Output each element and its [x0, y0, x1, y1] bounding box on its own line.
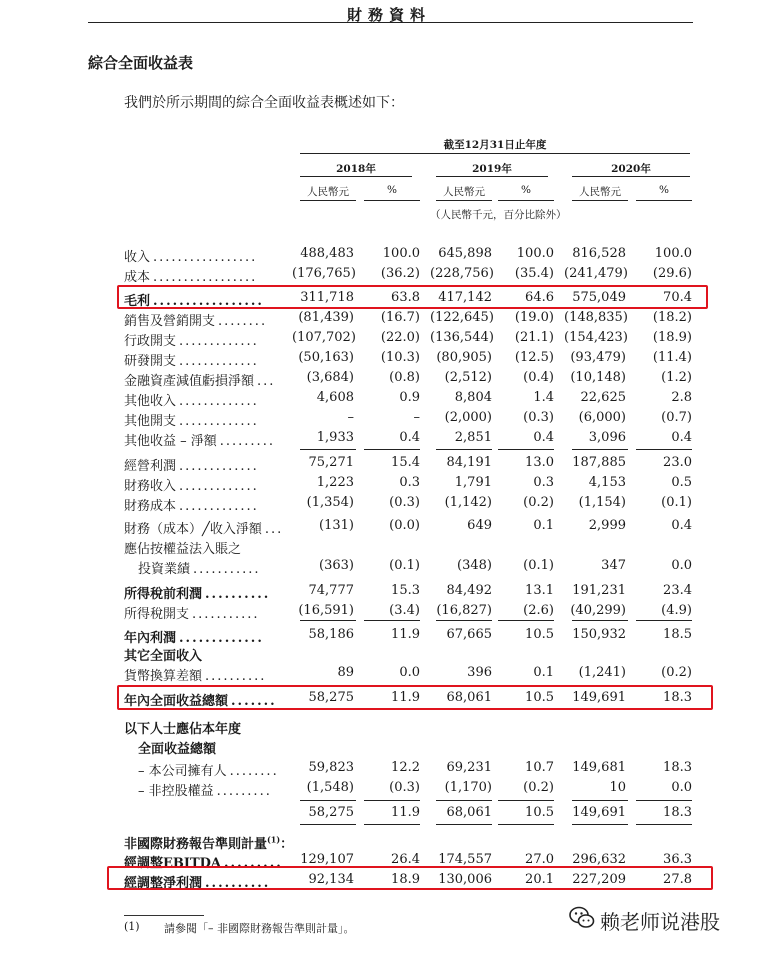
cell-value: (2,512)	[444, 370, 492, 385]
cell-value: (0.4)	[523, 370, 554, 385]
cell-value: (16,827)	[436, 603, 492, 618]
cell-value: 84,191	[446, 455, 492, 470]
cell-value: (154,423)	[564, 330, 628, 345]
cell-value: (0.2)	[661, 665, 692, 680]
cell-value: (16.7)	[380, 310, 420, 325]
unit-note: （人民幣千元，百分比除外）	[430, 209, 567, 221]
cell-value: –	[413, 410, 420, 425]
cell-value: (40,299)	[570, 603, 626, 618]
leader-dots: .............	[179, 414, 259, 429]
row-label-text: 其他收入	[124, 394, 177, 409]
row-label	[138, 780, 272, 799]
leader-dots: ..........	[205, 876, 271, 891]
leader-dots: .............	[179, 631, 264, 646]
row-label	[124, 330, 259, 349]
leader-dots: .............	[179, 334, 259, 349]
cell-value: (0.3)	[523, 410, 554, 425]
attrib-double-rule	[498, 824, 554, 825]
cell-value: 59,823	[308, 760, 354, 775]
row-label	[124, 475, 259, 494]
row-label-text: 經調整淨利潤	[124, 876, 203, 891]
cell-value: (107,702)	[292, 330, 356, 345]
leader-dots: .............	[179, 394, 259, 409]
cell-value: (122,645)	[430, 310, 494, 325]
cell-value: 1,933	[316, 430, 354, 445]
row-label-suffix: ：	[280, 837, 294, 852]
cell-value: 70.4	[663, 290, 692, 305]
cell-value: (0.1)	[389, 558, 420, 573]
cell-value: (348)	[457, 558, 492, 573]
cell-value: 130,006	[438, 872, 492, 887]
cell-value: 0.0	[671, 780, 692, 795]
row-label-text: 所得稅開支	[124, 607, 190, 622]
col-pct-2019: %	[521, 184, 531, 196]
row-label	[124, 603, 259, 622]
subtotal-rule	[498, 449, 554, 450]
row-label	[124, 518, 283, 537]
cell-value: 0.9	[399, 390, 420, 405]
cell-value: (1,154)	[578, 495, 626, 510]
cell-value: 3,096	[588, 430, 626, 445]
leader-dots: ..........	[205, 587, 271, 602]
cell-value: (0.2)	[523, 780, 554, 795]
subtotal-rule	[636, 449, 692, 450]
watermark-text: 赖老师说港股	[600, 910, 720, 934]
row-label-text: 經營利潤	[124, 459, 177, 474]
cell-value: 89	[337, 665, 354, 680]
cell-value: 15.4	[391, 455, 420, 470]
cell-value: (10,148)	[570, 370, 626, 385]
cell-value: (4.9)	[661, 603, 692, 618]
row-label-text: 以下人士應佔本年度	[124, 722, 242, 737]
highlight-gross-profit	[117, 285, 708, 309]
leader-dots: ...........	[193, 562, 261, 577]
cell-value: (148,835)	[564, 310, 628, 325]
cell-value: (228,756)	[430, 266, 494, 281]
year-rule-2018	[300, 176, 412, 177]
cell-value: 4,153	[588, 475, 626, 490]
cell-value: 10.5	[525, 627, 554, 642]
subtotal-rule	[364, 449, 420, 450]
cell-value: 63.8	[391, 290, 420, 305]
cell-value: 0.4	[533, 430, 554, 445]
attrib-total-rule	[300, 800, 356, 801]
cell-value: (6,000)	[578, 410, 626, 425]
row-label	[124, 350, 259, 369]
row-label-text: 所得稅前利潤	[124, 587, 203, 602]
cell-value: 649	[467, 518, 492, 533]
row-label	[124, 455, 259, 474]
row-label-text: 其他收益 – 淨額	[124, 434, 217, 449]
cell-value: 84,492	[446, 583, 492, 598]
row-label-text: 財務（成本）╱收入淨額	[124, 522, 262, 537]
cell-value: 149,681	[572, 760, 626, 775]
cell-value: (80,905)	[436, 350, 492, 365]
row-label-text: – 本公司擁有人	[138, 764, 227, 779]
year-2019: 2019年	[472, 163, 512, 175]
period-header: 截至12月31日止年度	[443, 139, 547, 151]
leader-dots: .................	[153, 250, 258, 265]
row-label-text: 其它全面收入	[124, 649, 203, 664]
cell-value: (21.1)	[514, 330, 554, 345]
cell-value: 18.5	[663, 627, 692, 642]
cell-value: 0.0	[399, 665, 420, 680]
leader-dots: ...	[257, 374, 276, 389]
cell-value: (93,479)	[570, 350, 626, 365]
cell-value: 0.1	[533, 665, 554, 680]
row-label	[124, 266, 257, 285]
cell-value: 2.8	[671, 390, 692, 405]
row-label	[124, 370, 275, 389]
footnote-ref: (1)	[267, 834, 281, 845]
row-label-text: 金融資產減值虧損淨額	[124, 374, 255, 389]
cell-value: 20.1	[525, 872, 554, 887]
profit-rule	[300, 620, 356, 621]
cell-value: 75,271	[308, 455, 354, 470]
cell-value: (16,591)	[298, 603, 354, 618]
row-label-text: 年內全面收益總額	[124, 694, 229, 709]
footnote-text: 請參閱「– 非國際財務報告準則計量」。	[164, 922, 355, 935]
cell-value: 12.2	[391, 760, 420, 775]
cell-value: (1,170)	[444, 780, 492, 795]
leader-dots: .........	[216, 784, 272, 799]
col-rule	[498, 200, 554, 201]
profit-rule	[436, 620, 492, 621]
leader-dots: ..........	[205, 669, 267, 684]
row-label	[124, 246, 257, 265]
cell-value: (50,163)	[298, 350, 354, 365]
cell-value: 18.9	[391, 872, 420, 887]
cell-value: 10.5	[525, 805, 554, 820]
row-label	[124, 430, 275, 449]
highlight-total-comprehensive-income	[117, 685, 713, 710]
row-label-text: 經調整EBITDA	[124, 856, 222, 871]
row-label	[124, 627, 264, 646]
profit-rule	[364, 620, 420, 621]
cell-value: 0.5	[671, 475, 692, 490]
col-pct-2020: %	[659, 184, 669, 196]
cell-value: (10.3)	[380, 350, 420, 365]
subtotal-rule	[436, 449, 492, 450]
page-header-title: 財務資料	[346, 6, 431, 24]
cell-value: 64.6	[525, 290, 554, 305]
year-rule-2019	[436, 176, 548, 177]
cell-value: 100.0	[516, 246, 554, 261]
row-label-text: 成本	[124, 270, 151, 285]
cell-value: (36.2)	[380, 266, 420, 281]
col-rule	[436, 200, 492, 201]
row-label-text: 其他開支	[124, 414, 177, 429]
cell-value: 816,528	[572, 246, 626, 261]
cell-value: 18.3	[663, 690, 692, 705]
cell-value: 58,275	[308, 690, 354, 705]
cell-value: 417,142	[438, 290, 492, 305]
cell-value: 69,231	[446, 760, 492, 775]
cell-value: 58,275	[308, 805, 354, 820]
cell-value: 13.0	[525, 455, 554, 470]
cell-value: (3.4)	[389, 603, 420, 618]
row-label-text: 銷售及營銷開支	[124, 314, 216, 329]
cell-value: 36.3	[663, 852, 692, 867]
attrib-total-rule	[364, 800, 420, 801]
row-label	[138, 738, 216, 757]
cell-value: 311,718	[300, 290, 354, 305]
col-currency-2018: 人民幣元	[307, 186, 349, 198]
cell-value: 0.0	[671, 558, 692, 573]
cell-value: (18.2)	[652, 310, 692, 325]
cell-value: 8,804	[454, 390, 492, 405]
cell-value: (35.4)	[514, 266, 554, 281]
cell-value: 296,632	[572, 852, 626, 867]
cell-value: 187,885	[572, 455, 626, 470]
header-rule	[88, 22, 693, 23]
cell-value: 1.4	[533, 390, 554, 405]
row-label-text: 行政開支	[124, 334, 177, 349]
row-label-text: 全面收益總額	[138, 742, 217, 757]
footnote-marker: (1)	[124, 920, 140, 933]
col-rule	[636, 200, 692, 201]
cell-value: (363)	[319, 558, 354, 573]
leader-dots: .............	[179, 499, 259, 514]
col-rule	[300, 200, 356, 201]
subtotal-rule	[300, 449, 356, 450]
cell-value: 191,231	[572, 583, 626, 598]
cell-value: 68,061	[446, 690, 492, 705]
year-rule-2020	[572, 176, 690, 177]
cell-value: 13.1	[525, 583, 554, 598]
row-label-text: 應佔按權益法入賬之	[124, 542, 242, 557]
highlight-adjusted-net-profit	[107, 866, 713, 890]
cell-value: (1.2)	[661, 370, 692, 385]
cell-value: (22.0)	[380, 330, 420, 345]
cell-value: 58,186	[308, 627, 354, 642]
cell-value: (0.3)	[389, 780, 420, 795]
attrib-total-rule	[436, 800, 492, 801]
cell-value: 396	[467, 665, 492, 680]
cell-value: 1,791	[454, 475, 492, 490]
cell-value: 0.1	[533, 518, 554, 533]
cell-value: 2,851	[454, 430, 492, 445]
cell-value: (131)	[319, 518, 354, 533]
cell-value: 0.3	[533, 475, 554, 490]
cell-value: (19.0)	[514, 310, 554, 325]
row-label	[138, 760, 279, 779]
profit-rule	[498, 620, 554, 621]
row-label-text: 收入	[124, 250, 151, 265]
leader-dots: .......	[231, 694, 277, 709]
row-label	[124, 410, 259, 429]
wechat-icon	[568, 904, 596, 932]
cell-value: 129,107	[300, 852, 354, 867]
cell-value: 10.7	[525, 760, 554, 775]
leader-dots: ........	[229, 764, 279, 779]
row-label-text: 投資業績	[138, 562, 191, 577]
leader-dots: .............	[179, 459, 259, 474]
profit-rule	[572, 620, 628, 621]
row-label-text: – 非控股權益	[138, 784, 214, 799]
cell-value: (12.5)	[514, 350, 554, 365]
cell-value: 0.4	[671, 430, 692, 445]
cell-value: –	[347, 410, 354, 425]
footnote-rule	[124, 915, 204, 916]
cell-value: (1,354)	[306, 495, 354, 510]
col-currency-2020: 人民幣元	[579, 186, 621, 198]
cell-value: 11.9	[391, 690, 420, 705]
cell-value: 488,483	[300, 246, 354, 261]
row-label-text: 貨幣換算差額	[124, 669, 203, 684]
row-label	[124, 718, 241, 737]
cell-value: (0.3)	[389, 495, 420, 510]
cell-value: 74,777	[308, 583, 354, 598]
cell-value: (1,548)	[306, 780, 354, 795]
attrib-double-rule	[572, 824, 628, 825]
attrib-double-rule	[636, 824, 692, 825]
cell-value: 645,898	[438, 246, 492, 261]
cell-value: 10.5	[525, 690, 554, 705]
cell-value: 100.0	[382, 246, 420, 261]
row-label	[124, 665, 266, 684]
attrib-total-rule	[572, 800, 628, 801]
cell-value: (11.4)	[652, 350, 692, 365]
cell-value: 18.3	[663, 805, 692, 820]
col-pct-2018: %	[387, 184, 397, 196]
row-label	[124, 390, 259, 409]
row-label-text: 年內利潤	[124, 631, 177, 646]
cell-value: 2,999	[588, 518, 626, 533]
cell-value: (176,765)	[292, 266, 356, 281]
cell-value: 347	[601, 558, 626, 573]
leader-dots: ...........	[192, 607, 260, 622]
cell-value: (0.7)	[661, 410, 692, 425]
cell-value: (136,544)	[430, 330, 494, 345]
attrib-double-rule	[436, 824, 492, 825]
row-label	[124, 583, 270, 602]
leader-dots: .............	[179, 479, 259, 494]
year-2020: 2020年	[611, 163, 651, 175]
cell-value: (1,241)	[578, 665, 626, 680]
cell-value: 67,665	[446, 627, 492, 642]
row-label-text: 財務收入	[124, 479, 177, 494]
cell-value: 227,209	[572, 872, 626, 887]
cell-value: (0.1)	[661, 495, 692, 510]
leader-dots: .........	[224, 856, 283, 871]
leader-dots: .........	[219, 434, 275, 449]
cell-value: 0.4	[671, 518, 692, 533]
row-label	[138, 558, 260, 577]
section-intro: 我們於所示期間的綜合全面收益表概述如下：	[124, 95, 404, 111]
cell-value: 22,625	[580, 390, 626, 405]
cell-value: (0.8)	[389, 370, 420, 385]
cell-value: 0.4	[399, 430, 420, 445]
cell-value: (1,142)	[444, 495, 492, 510]
col-rule	[572, 200, 628, 201]
cell-value: 149,691	[572, 805, 626, 820]
year-2018: 2018年	[336, 163, 376, 175]
cell-value: 11.9	[391, 627, 420, 642]
row-label	[124, 538, 241, 557]
section-title: 綜合全面收益表	[88, 54, 194, 72]
profit-rule	[636, 620, 692, 621]
row-label-text: 毛利	[124, 294, 151, 309]
row-label	[124, 645, 202, 664]
period-rule	[300, 153, 690, 154]
cell-value: (0.0)	[389, 518, 420, 533]
cell-value: 150,932	[572, 627, 626, 642]
cell-value: (2.6)	[523, 603, 554, 618]
cell-value: 23.4	[663, 583, 692, 598]
cell-value: 4,608	[316, 390, 354, 405]
attrib-total-rule	[498, 800, 554, 801]
cell-value: 0.3	[399, 475, 420, 490]
cell-value: 68,061	[446, 805, 492, 820]
attrib-double-rule	[300, 824, 356, 825]
leader-dots: ...	[264, 522, 284, 537]
cell-value: 18.3	[663, 760, 692, 775]
attrib-double-rule	[364, 824, 420, 825]
cell-value: (29.6)	[652, 266, 692, 281]
leader-dots: .................	[153, 294, 264, 309]
row-label	[124, 833, 293, 852]
cell-value: (0.2)	[523, 495, 554, 510]
cell-value: 15.3	[391, 583, 420, 598]
row-label-text: 財務成本	[124, 499, 177, 514]
cell-value: (3,684)	[306, 370, 354, 385]
cell-value: (0.1)	[523, 558, 554, 573]
leader-dots: .................	[153, 270, 258, 285]
col-rule	[364, 200, 420, 201]
cell-value: 27.0	[525, 852, 554, 867]
row-label-text: 非國際財務報告準則計量	[124, 837, 268, 852]
cell-value: 149,691	[572, 690, 626, 705]
row-label-text: 研發開支	[124, 354, 177, 369]
cell-value: 11.9	[391, 805, 420, 820]
cell-value: 174,557	[438, 852, 492, 867]
cell-value: 575,049	[572, 290, 626, 305]
cell-value: (241,479)	[564, 266, 628, 281]
cell-value: (2,000)	[444, 410, 492, 425]
cell-value: 27.8	[663, 872, 692, 887]
cell-value: 23.0	[663, 455, 692, 470]
attrib-total-rule	[636, 800, 692, 801]
leader-dots: ........	[218, 314, 268, 329]
cell-value: 1,223	[316, 475, 354, 490]
row-label	[124, 495, 259, 514]
col-currency-2019: 人民幣元	[443, 186, 485, 198]
cell-value: 100.0	[654, 246, 692, 261]
subtotal-rule	[572, 449, 628, 450]
leader-dots: .............	[179, 354, 259, 369]
cell-value: 10	[609, 780, 626, 795]
cell-value: (81,439)	[298, 310, 354, 325]
cell-value: 92,134	[308, 872, 354, 887]
cell-value: 26.4	[391, 852, 420, 867]
row-label	[124, 310, 267, 329]
cell-value: (18.9)	[652, 330, 692, 345]
